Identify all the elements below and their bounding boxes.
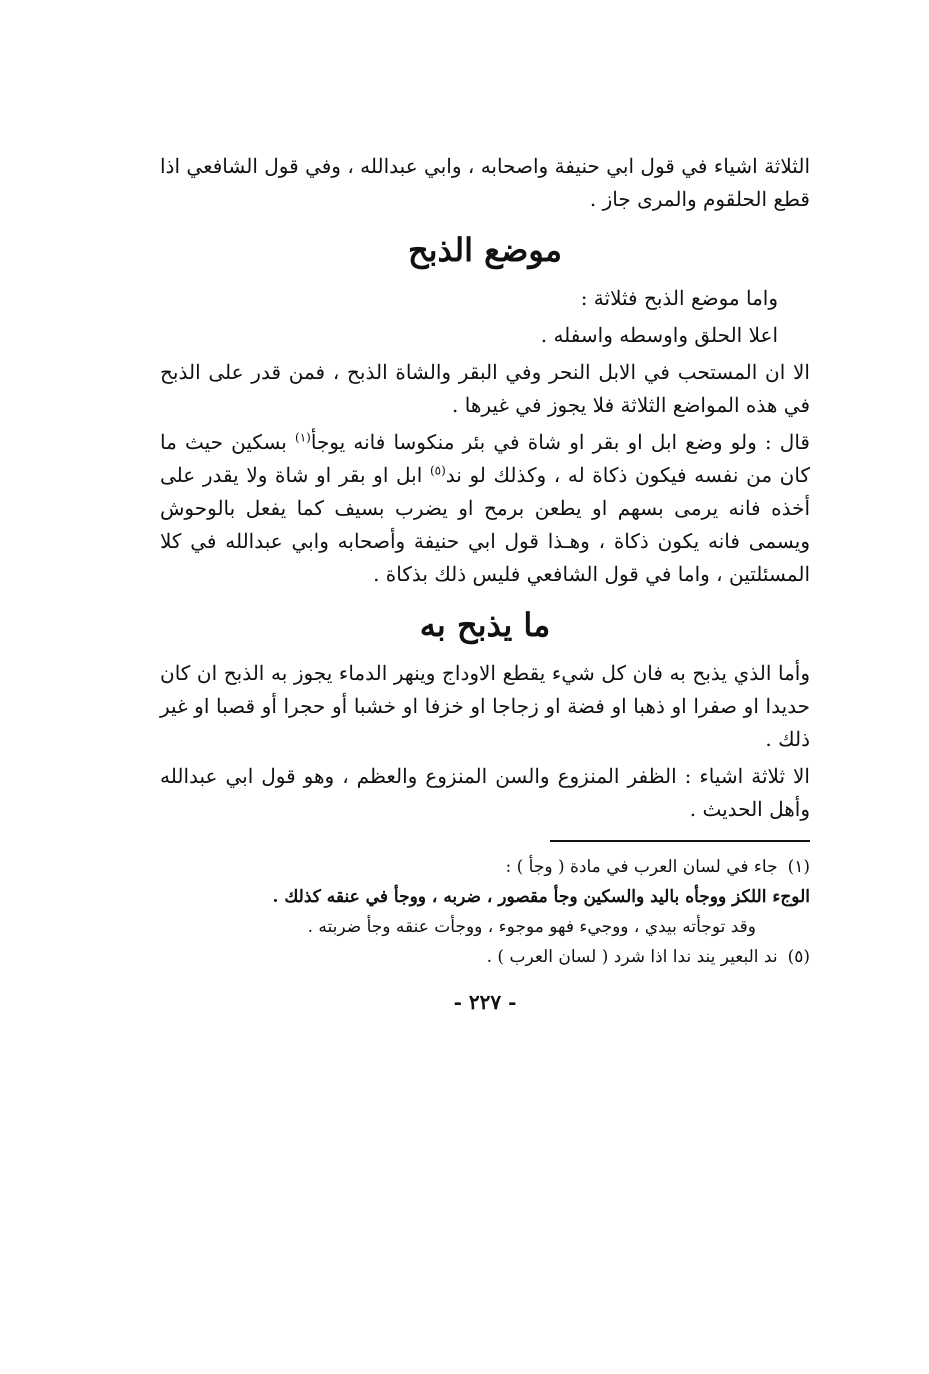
paragraph-slaughter-place-intro: واما موضع الذبح فثلاثة : xyxy=(580,286,778,310)
footnote-1-number: (١) xyxy=(787,857,810,877)
book-page xyxy=(160,150,810,1014)
footnote-ref-1: (١) xyxy=(295,430,311,445)
footnote-5-number: (٥) xyxy=(787,947,810,967)
paragraph-text-part-1: قال : ولو وضع ابل او بقر او شاة في بئر منكوسا فانه يوجأ xyxy=(310,430,810,454)
footnote-1-heading xyxy=(160,852,810,882)
paragraph-slaughter-tools: وأما الذي يذبح به فان كل شيء يقطع الاوداج وينهر الدماء يجوز به الذبح ان كان حديدا او صفرا او ذهبا او فضة او زجاجا او خزفا او خشبا أو حجرا أو قصبا او غير ذلك . xyxy=(160,661,810,751)
section-heading-slaughter-tools: ما يذبح به xyxy=(419,606,551,644)
footnote-1-definition: الوجء اللكز ووجأه باليد والسكين وجأ مقصور ، ضربه ، ووجأ في عنقه كذلك . xyxy=(272,887,810,907)
paragraph-text-part-3: ابل او بقر او شاة ولا يقدر على أخذه فانه يرمى بسهم او يطعن برمح او يضرب بسيف كما يفعل بالوحوش ويسمى فانه يكون ذكاة ، وهـذا قول ابي حنيفة وأصحابه وابي عبدالله في كلا المسئلتين ، واما في قول الشافعي فليس ذلك بذكاة . xyxy=(160,463,810,586)
footnote-5-text: ند البعير يند ندا اذا شرد ( لسان العرب ) . xyxy=(486,947,778,967)
footnote-separator xyxy=(550,840,810,842)
footnote-1-title: جاء في لسان العرب في مادة ( وجأ ) : xyxy=(505,857,778,877)
section-heading-slaughter-place: موضع الذبح xyxy=(407,231,562,269)
paragraph-preferred-method: الا ان المستحب في الابل النحر وفي البقر والشاة الذبح ، فمن قدر على الذبح في هذه المواضع الثلاثة فلا يجوز في غيرها . xyxy=(160,360,810,417)
intro-paragraph: الثلاثة اشياء في قول ابي حنيفة واصحابه ، وابي عبدالله ، وفي قول الشافعي اذا قطع الحلقوم والمرى جاز . xyxy=(160,154,810,211)
paragraph-throat-parts: اعلا الحلق واوسطه واسفله . xyxy=(540,323,778,347)
paragraph-inverted-animal xyxy=(160,426,810,591)
paragraph-exceptions: الا ثلاثة اشياء : الظفر المنزوع والسن المنزوع والعظم ، وهو قول ابي عبدالله وأهل الحديث . xyxy=(160,764,810,821)
footnote-ref-5: (٥) xyxy=(429,463,446,478)
paragraph-text-part-2: بسكين حيث ما كان من نفسه فيكون ذكاة له ، وكذلك لو ند xyxy=(160,430,810,487)
page-number: - ٢٢٧ - xyxy=(453,990,517,1014)
footnote-5 xyxy=(160,942,810,972)
footnote-1-continuation: وقد توجأته بيدي ، ووجيء فهو موجوء ، ووجأت عنقه وجأ ضربته . xyxy=(307,917,756,937)
